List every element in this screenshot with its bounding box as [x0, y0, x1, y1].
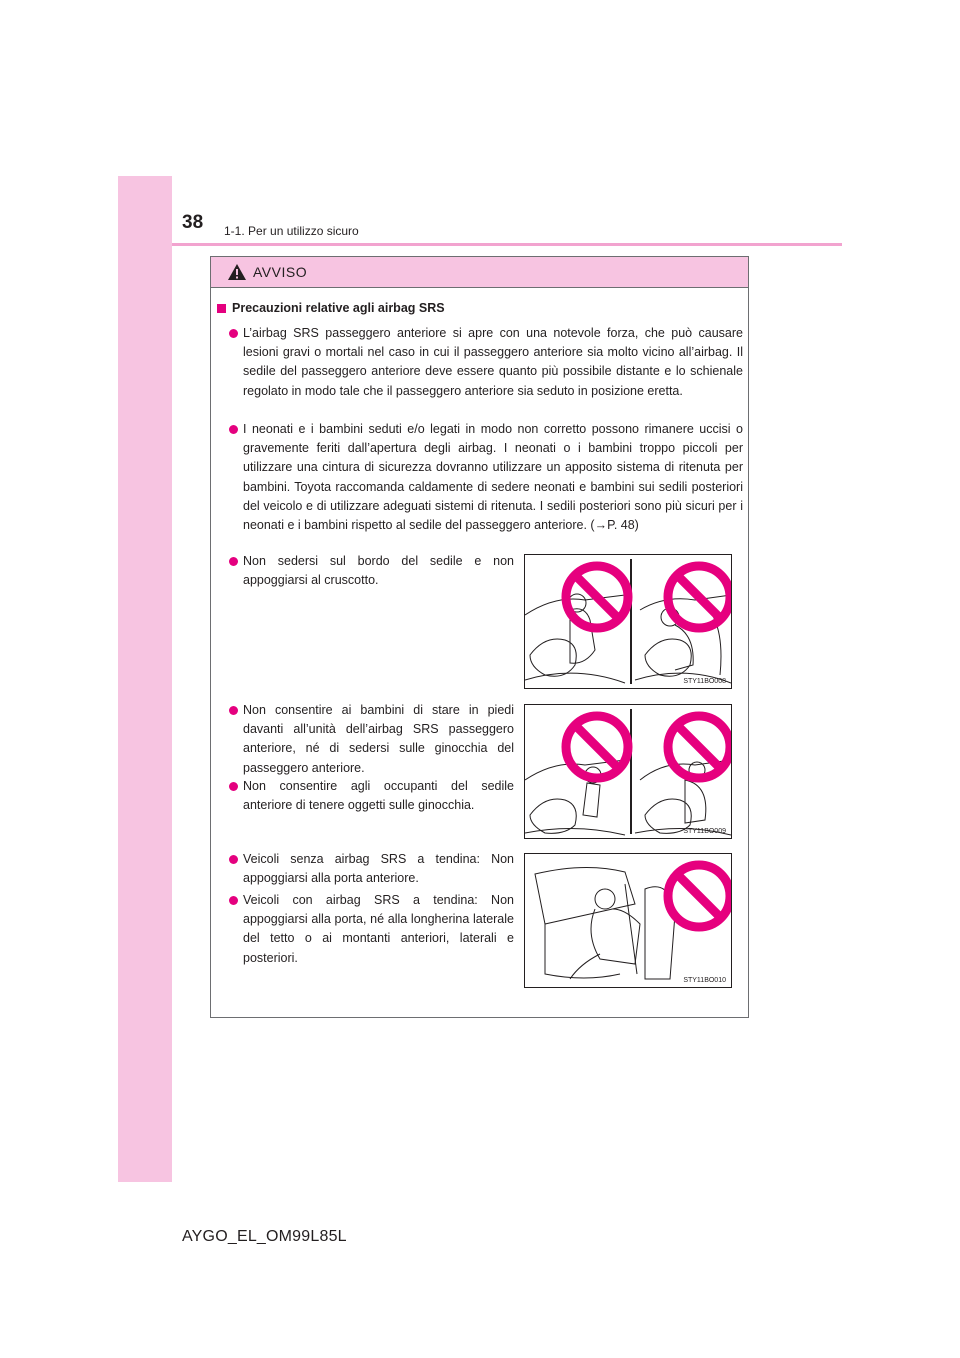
bullet-text: Veicoli senza airbag SRS a tendina: Non appoggiarsi alla porta anteriore.: [243, 852, 514, 886]
side-color-band: [118, 176, 172, 1182]
prohibition-icon: [668, 865, 730, 927]
prohibition-icon: [668, 566, 730, 628]
car-interior-drawing: [525, 705, 731, 838]
bullet-item: [243, 891, 514, 968]
bullet-dot-icon: [229, 425, 238, 434]
header-rule: [172, 243, 842, 246]
illustration-code: STY11BO008: [683, 678, 726, 685]
heading-text: Precauzioni relative agli airbag SRS: [232, 301, 445, 315]
section-heading: [217, 301, 445, 315]
bullet-item: [243, 701, 514, 778]
footer-doc-id: AYGO_EL_OM99L85L: [182, 1228, 347, 1245]
illustration-code: STY11BO010: [683, 977, 726, 984]
section-title: 1-1. Per un utilizzo sicuro: [224, 224, 359, 238]
bullet-text: L’airbag SRS passeggero anteriore si apre con una notevole forza, che può causare lesioni gravi o mortali nel caso in cui il passeggero anteriore sia molto vicino all’airbag. Il sedile del passeggero anteriore deve essere quanto più possibile distante e lo schienale regolato in modo tale che il passeggero anteriore sia seduto in posizione eretta.: [243, 326, 743, 398]
illustration-child-airbag: [524, 704, 732, 839]
page-number: 38: [182, 212, 204, 233]
bullet-dot-icon: [229, 706, 238, 715]
illustration-door-lean: [524, 853, 732, 988]
illustration-code: STY11BO009: [683, 828, 726, 835]
illustration-seat-dashboard: [524, 554, 732, 689]
bullet-item: [243, 552, 514, 590]
prohibition-icon: [566, 566, 628, 628]
car-interior-drawing: [525, 555, 731, 688]
bullet-dot-icon: [229, 782, 238, 791]
bullet-text: Non sedersi sul bordo del sedile e non appoggiarsi al cruscotto.: [243, 554, 514, 588]
bullet-text: Non consentire ai bambini di stare in piedi davanti all’unità dell’airbag SRS passeggero anteriore, né di sedersi sulle ginocchia del passeggero anteriore.: [243, 703, 514, 775]
bullet-item: [243, 850, 514, 888]
warning-triangle-icon: [227, 263, 247, 281]
square-bullet-icon: [217, 304, 226, 313]
bullet-item: [243, 324, 743, 401]
bullet-text: Veicoli con airbag SRS a tendina: Non appoggiarsi alla porta, né alla longherina laterale del tetto o ai montanti anteriori, laterali e posteriori.: [243, 893, 514, 965]
bullet-dot-icon: [229, 896, 238, 905]
car-interior-drawing: [525, 854, 731, 987]
prohibition-icon: [566, 716, 628, 778]
warning-box: [210, 256, 749, 1018]
bullet-dot-icon: [229, 855, 238, 864]
bullet-dot-icon: [229, 329, 238, 338]
bullet-text: Non consentire agli occupanti del sedile anteriore di tenere oggetti sulle ginocchia.: [243, 779, 514, 813]
warning-header: [211, 257, 748, 288]
bullet-dot-icon: [229, 557, 238, 566]
bullet-text: I neonati e i bambini seduti e/o legati in modo non corretto possono rimanere uccisi o gravemente feriti dall’apertura degli airbag. I neonati o i bambini troppo piccoli per utilizzare una cintura di sicurezza dovranno utilizzare un apposito sistema di ritenuta per bambini. Toyota raccomanda caldamente di sedere neonati e bambini sui sedili posteriori del veicolo e di utilizzare adeguati sistemi di ritenuta. I sedili posteriori sono più sicuri per i neonati e i bambini rispetto al sedile del passeggero anteriore. (→P. 48): [243, 422, 743, 533]
bullet-item: [243, 777, 514, 815]
prohibition-icon: [668, 716, 730, 778]
bullet-item: [243, 420, 743, 535]
warning-title: AVVISO: [253, 264, 308, 280]
